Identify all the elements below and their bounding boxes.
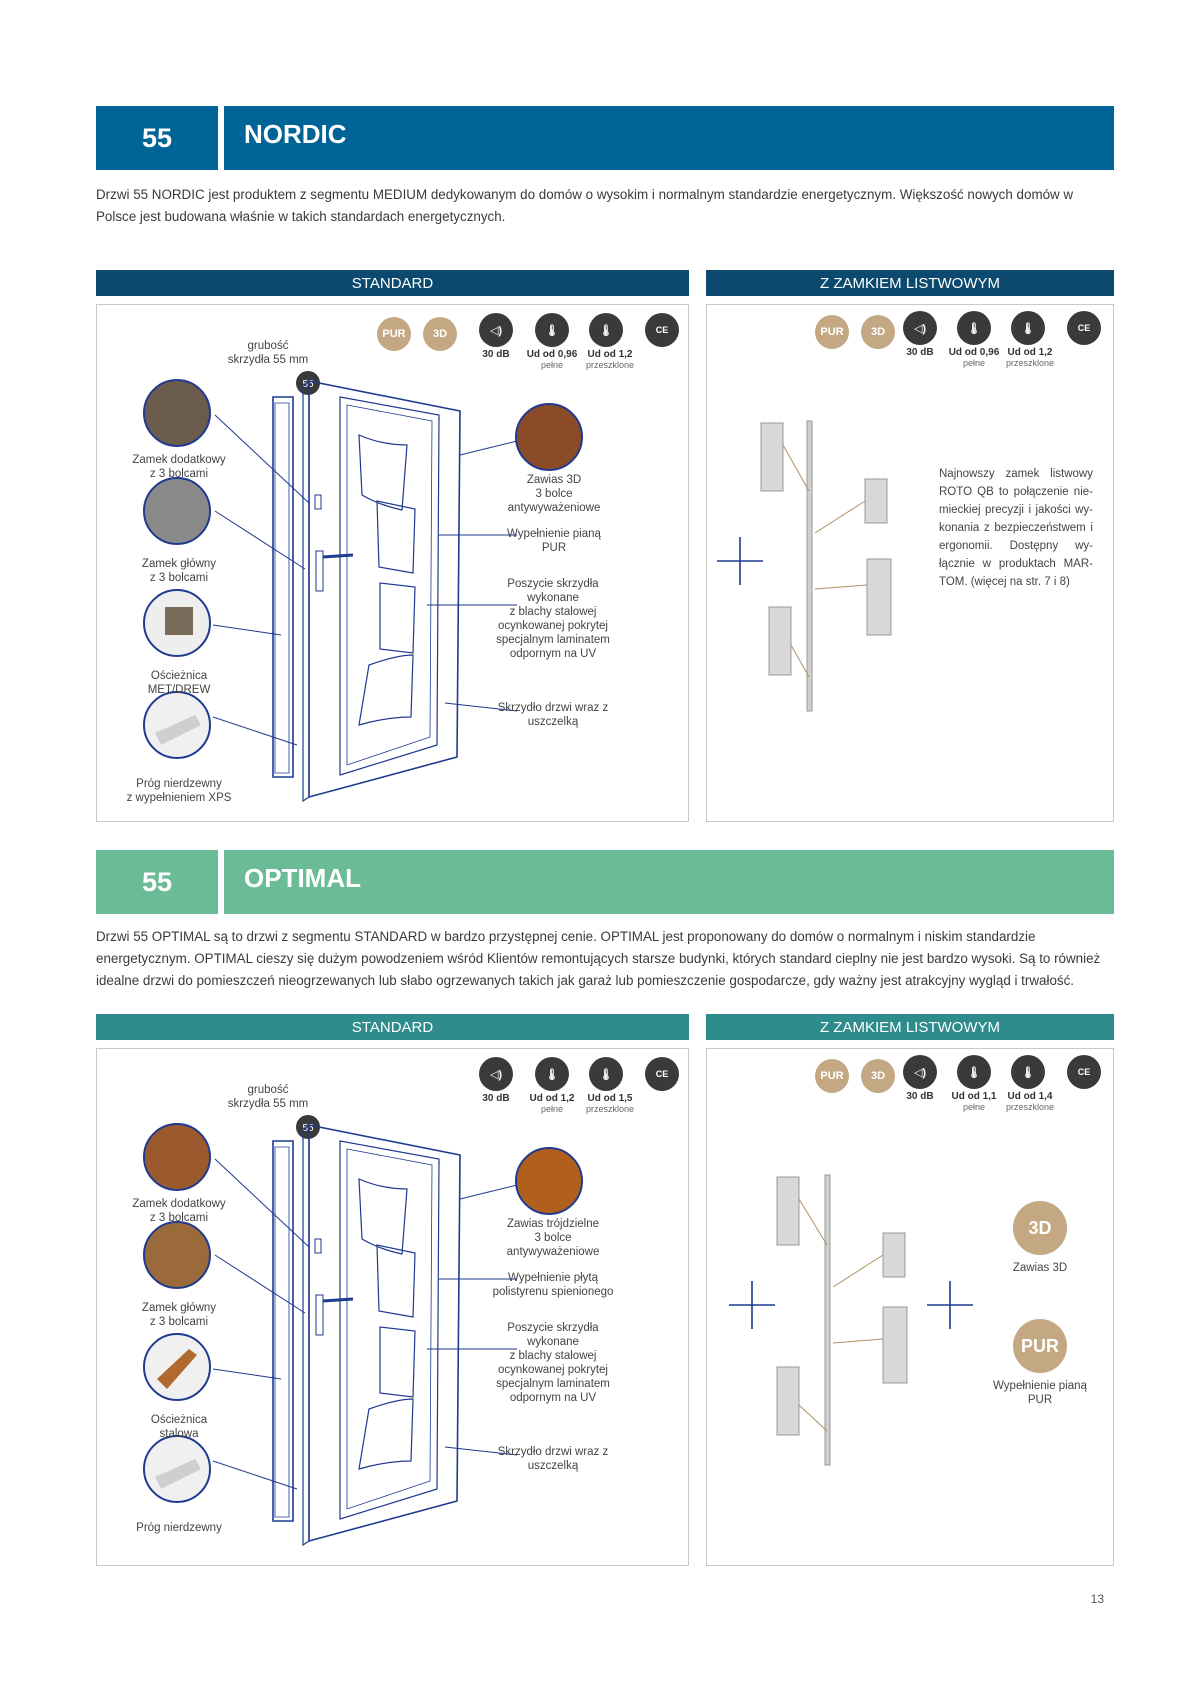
optimal-title: OPTIMAL	[224, 850, 1114, 914]
nordic-intro: Drzwi 55 NORDIC jest produktem z segmentu MEDIUM dedykowanym do domów o wysokim i normalnym standardzie energetycznym. Większość nowych domów w Polsce jest budowana właśnie w takich standardach energetycznych.	[96, 187, 1074, 224]
thermometer-icon: 🌡	[957, 1055, 991, 1089]
label-zamek-glowny: Zamek główny z 3 bolcami	[141, 558, 217, 584]
sound-icon: ◁)	[903, 1055, 937, 1089]
3d-big-badge: 3D	[1013, 1201, 1067, 1255]
label-prog: Próg nierdzewny z wypełnieniem XPS	[126, 778, 232, 804]
spec-sound: 30 dB	[482, 1093, 510, 1104]
thickness-badge: 55	[302, 379, 314, 390]
optimal-standard-panel	[96, 1048, 689, 1566]
optimal-listwowy-panel	[706, 1048, 1114, 1566]
optimal-listwowy-header: Z ZAMKIEM LISTWOWYM	[706, 1014, 1114, 1040]
ce-mark-icon: CE	[1067, 311, 1101, 345]
3d-badge: 3D	[861, 315, 895, 349]
spec-ud-full: Ud od 1,2 pełne	[529, 1093, 575, 1114]
label-oscieznica: Ościeżnica stalowa	[150, 1414, 208, 1440]
thermometer-icon: 🌡	[1011, 311, 1045, 345]
3d-badge: 3D	[861, 1059, 895, 1093]
label-zawias: Zawias trójdzielne 3 bolce antywyważeniowe	[506, 1218, 600, 1258]
pur-badge: PUR	[377, 317, 411, 351]
spec-sound: 30 dB	[482, 349, 510, 360]
ce-mark-icon: CE	[1067, 1055, 1101, 1089]
optimal-number: 55	[96, 850, 218, 914]
label-zawias: Zawias 3D 3 bolce antywyważeniowe	[507, 474, 601, 514]
thickness-badge: 55	[302, 1123, 314, 1134]
thermometer-icon: 🌡	[589, 313, 623, 347]
optimal-header	[96, 850, 1114, 914]
label-poszycie: Poszycie skrzydła wykonane z blachy stalowej ocynkowanej pokrytej specjalnym laminatem odpornym na UV	[496, 1322, 610, 1404]
label-poszycie: Poszycie skrzydła wykonane z blachy stalowej ocynkowanej pokrytej specjalnym laminatem odpornym na UV	[496, 578, 610, 660]
thermometer-icon: 🌡	[535, 313, 569, 347]
pur-badge: PUR	[815, 1059, 849, 1093]
spec-ud-glass: Ud od 1,2 przeszklone	[585, 349, 635, 370]
spec-sound: 30 dB	[906, 1091, 934, 1102]
pur-big-badge: PUR	[1013, 1319, 1067, 1373]
label-zawias-3d: Zawias 3D	[1012, 1262, 1068, 1274]
spec-sound: 30 dB	[906, 347, 934, 358]
label-prog: Próg nierdzewny	[136, 1522, 222, 1534]
spec-ud-glass: Ud od 1,2 przeszklone	[1005, 347, 1055, 368]
sound-icon: ◁)	[479, 1057, 513, 1091]
label-zamek-glowny: Zamek główny z 3 bolcami	[141, 1302, 217, 1328]
ce-mark-icon: CE	[645, 313, 679, 347]
spec-ud-glass: Ud od 1,4 przeszklone	[1005, 1091, 1055, 1112]
nordic-title: NORDIC	[224, 106, 1114, 170]
thermometer-icon: 🌡	[1011, 1055, 1045, 1089]
sound-icon: ◁)	[479, 313, 513, 347]
thermometer-icon: 🌡	[957, 311, 991, 345]
label-zamek-dodatkowy: Zamek dodatkowy z 3 bolcami	[132, 1198, 226, 1224]
label-zamek-dodatkowy: Zamek dodatkowy z 3 bolcami	[132, 454, 226, 480]
nordic-standard-panel	[96, 304, 689, 822]
optimal-standard-header: STANDARD	[96, 1014, 689, 1040]
label-oscieznica: Ościeżnica MET/DREW	[147, 670, 211, 696]
nordic-header	[96, 106, 1114, 170]
sound-icon: ◁)	[903, 311, 937, 345]
nordic-standard-header: STANDARD	[96, 270, 689, 296]
nordic-number: 55	[96, 106, 218, 170]
optimal-intro: Drzwi 55 OPTIMAL są to drzwi z segmentu STANDARD w bardzo przystępnej cenie. OPTIMAL jest proponowany do domów o normalnym i niskim standardzie energetycznym. OPTIMAL cieszy się dużym powodzeniem wśród Klientów remontujących starsze budynki, których standard cieplny nie jest bardzo wysoki. Są to również idealne drzwi do pomieszczeń nieogrzewanych lub słabo ogrzewanych takich jak garaż lub pomieszczenie gospodarcze, gdy ważny jest atrakcyjny wygląd i trwałość.	[96, 929, 1101, 988]
3d-badge: 3D	[423, 317, 457, 351]
page-number: 13	[1090, 1592, 1104, 1606]
lock-diagram	[707, 1049, 1115, 1567]
pur-badge: PUR	[815, 315, 849, 349]
thickness-label: grubość skrzydła 55 mm	[227, 1084, 309, 1110]
thermometer-icon: 🌡	[589, 1057, 623, 1091]
nordic-listwowy-panel	[706, 304, 1114, 822]
spec-ud-glass: Ud od 1,5 przeszklone	[585, 1093, 635, 1114]
label-wypelnienie: Wypełnienie płytą polistyrenu spienionego	[492, 1272, 614, 1298]
label-wypelnienie: Wypełnienie pianą PUR	[507, 528, 601, 554]
label-skrzydlo: Skrzydło drzwi wraz z uszczelką	[497, 702, 609, 728]
thermometer-icon: 🌡	[535, 1057, 569, 1091]
spec-ud-full: Ud od 1,1 pełne	[951, 1091, 997, 1112]
nordic-listwowy-header: Z ZAMKIEM LISTWOWYM	[706, 270, 1114, 296]
spec-ud-full: Ud od 0,96 pełne	[526, 349, 578, 370]
spec-ud-full: Ud od 0,96 pełne	[948, 347, 1000, 368]
label-skrzydlo: Skrzydło drzwi wraz z uszczelką	[497, 1446, 609, 1472]
lock-description: Najnowszy zamek listwowy ROTO QB to połączenie nie-mieckiej precyzji i jakości wy-konania z bezpieczeństwem i ergonomii. Dostępny wy-łącznie w produktach MAR-TOM. (więcej na str. 7 i 8)	[939, 468, 1093, 588]
label-wypelnienie-pur: Wypełnienie pianą PUR	[993, 1380, 1087, 1406]
thickness-label: grubość skrzydła 55 mm	[227, 340, 309, 366]
ce-mark-icon: CE	[645, 1057, 679, 1091]
